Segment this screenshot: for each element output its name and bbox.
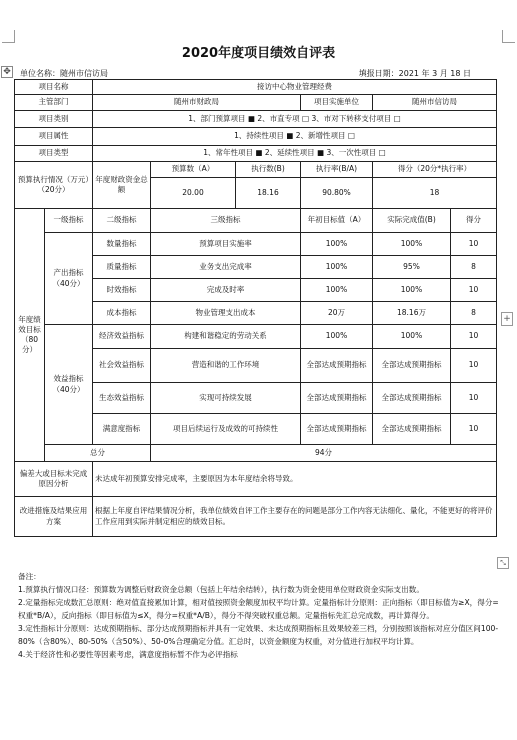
row-actual-value: 全部达成预期指标 (373, 349, 451, 383)
row-score: 8 (451, 302, 497, 325)
attribute-value: 1、持续性项目 ■ 2、新增性项目 □ (93, 128, 497, 146)
add-column-plus-icon[interactable]: + (501, 312, 513, 326)
improvement-label: 改进措施及结果应用方案 (15, 497, 93, 537)
deviation-text: 未达成年初预算安排完成率，主要原因为本年度结余将导致。 (93, 462, 497, 497)
row-level2: 质量指标 (93, 256, 151, 279)
row-actual-value: 全部达成预期指标 (373, 383, 451, 414)
row-score: 8 (451, 256, 497, 279)
header-level2: 二级指标 (93, 209, 151, 233)
dept-label: 主管部门 (15, 95, 93, 111)
note-item: 1.预算执行情况口径：预算数为调整后财政资金总额（包括上年结余结转），执行数为资金使用单位财政资金实际支出数。 (18, 585, 424, 594)
row-initial-target: 全部达成预期指标 (301, 414, 373, 445)
row-level3: 业务支出完成率 (151, 256, 301, 279)
header-initial-target: 年初目标值（A） (301, 209, 373, 233)
row-level2: 时效指标 (93, 279, 151, 302)
row-initial-target: 100% (301, 279, 373, 302)
impl-unit-value: 随州市信访局 (373, 95, 497, 111)
deviation-label: 偏差大或目标未完成原因分析 (15, 462, 93, 497)
row-score: 10 (451, 233, 497, 256)
fill-date-line (359, 68, 471, 79)
row-level2: 数量指标 (93, 233, 151, 256)
header-actual-value: 实际完成值(B) (373, 209, 451, 233)
dept-value: 随州市财政局 (93, 95, 301, 111)
row-level3: 完成及时率 (151, 279, 301, 302)
header-level3: 三级指标 (151, 209, 301, 233)
row-level2: 满意度指标 (93, 414, 151, 445)
budget-value-rate: 90.80% (301, 178, 373, 209)
note-item: 3.定性指标计分原则：达成预期指标、部分达成预期指标并具有一定效果、未达成预期指标且效果较差三档，分别按照该指标对应分值区间100-80%（含80%）、80-50%（含50%）、50-0%合理确定分值。汇总时，以资金额度为权重，对分值进行加权平均计算。 (18, 624, 499, 646)
category-label: 项目类别 (15, 111, 93, 128)
row-level2: 成本指标 (93, 302, 151, 325)
total-score-label: 总分 (45, 445, 151, 462)
unit-name-label: 单位名称： (20, 69, 60, 78)
budget-value-score: 18 (373, 178, 497, 209)
attribute-label: 项目属性 (15, 128, 93, 146)
impl-unit-label: 项目实施单位 (301, 95, 373, 111)
notes-heading: 备注： (18, 572, 41, 581)
project-name-value: 接访中心物业管理经费 (93, 80, 497, 95)
row-score: 10 (451, 349, 497, 383)
budget-value-a: 20.00 (151, 178, 236, 209)
row-level3: 物业管理支出成本 (151, 302, 301, 325)
unit-name-line (20, 68, 108, 79)
performance-table (14, 79, 497, 537)
fill-date-value: 2021 年 3 月 18 日 (398, 69, 471, 78)
budget-row-label: 年度财政资金总额 (93, 162, 151, 209)
row-level3: 项目后续运行及成效的可持续性 (151, 414, 301, 445)
row-initial-target: 20万 (301, 302, 373, 325)
improvement-text: 根据上年度自评结果情况分析，我单位绩效自评工作主要存在的问题是部分工作内容无法细化、量化，不能更好的将评价工作应用到实际并制定相应的绩效目标。 (93, 497, 497, 537)
fill-date-label: 填报日期： (358, 69, 399, 78)
type-value: 1、常年性项目 ■ 2、延续性项目 ■ 3、一次性项目 □ (93, 146, 497, 162)
page-title: 2020年度项目绩效自评表 (181, 46, 336, 61)
note-item: 4.关于经济性和必要性等因素考虑，满意度指标暂不作为必评指标 (18, 650, 238, 659)
row-actual-value: 全部达成预期指标 (373, 414, 451, 445)
table-move-handle-icon[interactable]: ✥ (1, 66, 13, 78)
type-label: 项目类型 (15, 146, 93, 162)
row-level2: 社会效益指标 (93, 349, 151, 383)
row-score: 10 (451, 279, 497, 302)
row-initial-target: 100% (301, 256, 373, 279)
row-score: 10 (451, 414, 497, 445)
row-level2: 生态效益指标 (93, 383, 151, 414)
benefit-indicator-label: 效益指标（40分） (45, 325, 93, 445)
row-initial-target: 100% (301, 233, 373, 256)
row-actual-value: 100% (373, 279, 451, 302)
row-score: 10 (451, 325, 497, 349)
budget-header-a: 预算数（A） (151, 162, 236, 178)
row-initial-target: 全部达成预期指标 (301, 349, 373, 383)
header-score: 得分 (451, 209, 497, 233)
row-level3: 构建和谐稳定的劳动关系 (151, 325, 301, 349)
header-level1: 一级指标 (45, 209, 93, 233)
row-initial-target: 100% (301, 325, 373, 349)
project-name-label: 项目名称 (15, 80, 93, 95)
row-level3: 实现可持续发展 (151, 383, 301, 414)
row-actual-value: 95% (373, 256, 451, 279)
row-score: 10 (451, 383, 497, 414)
budget-exec-label: 预算执行情况（万元）（20分） (15, 162, 93, 209)
row-actual-value: 100% (373, 233, 451, 256)
row-level3: 营造和谐的工作环境 (151, 349, 301, 383)
note-item: 2.定量指标完成数汇总原则：绝对值直接累加计算，相对值按照资金额度加权平均计算。定量指标计分原则：正向指标（即目标值为≥X，得分=权重*B/A），反向指标（即目标值为≤X，得分=权重*A/B），得分不得突破权重总额。定量指标先汇总完成数，再计算得分。 (18, 598, 499, 620)
category-value: 1、部门预算项目 ■ 2、市直专项 □ 3、市对下转移支付项目 □ (93, 111, 497, 128)
perf-goal-label: 年度绩效目标（80分） (15, 209, 45, 462)
row-actual-value: 18.16万 (373, 302, 451, 325)
total-score-value: 94分 (151, 445, 497, 462)
budget-header-rate: 执行率(B/A) (301, 162, 373, 178)
row-level2: 经济效益指标 (93, 325, 151, 349)
table-resize-handle-icon[interactable]: ⤡ (497, 557, 509, 569)
row-actual-value: 100% (373, 325, 451, 349)
output-indicator-label: 产出指标（40分） (45, 233, 93, 325)
unit-name-value: 随州市信访局 (60, 69, 108, 78)
budget-header-score: 得分（20分*执行率） (373, 162, 497, 178)
budget-header-b: 执行数(B) (236, 162, 301, 178)
row-level3: 预算项目实施率 (151, 233, 301, 256)
row-initial-target: 全部达成预期指标 (301, 383, 373, 414)
notes-section (18, 570, 506, 661)
budget-value-b: 18.16 (236, 178, 301, 209)
